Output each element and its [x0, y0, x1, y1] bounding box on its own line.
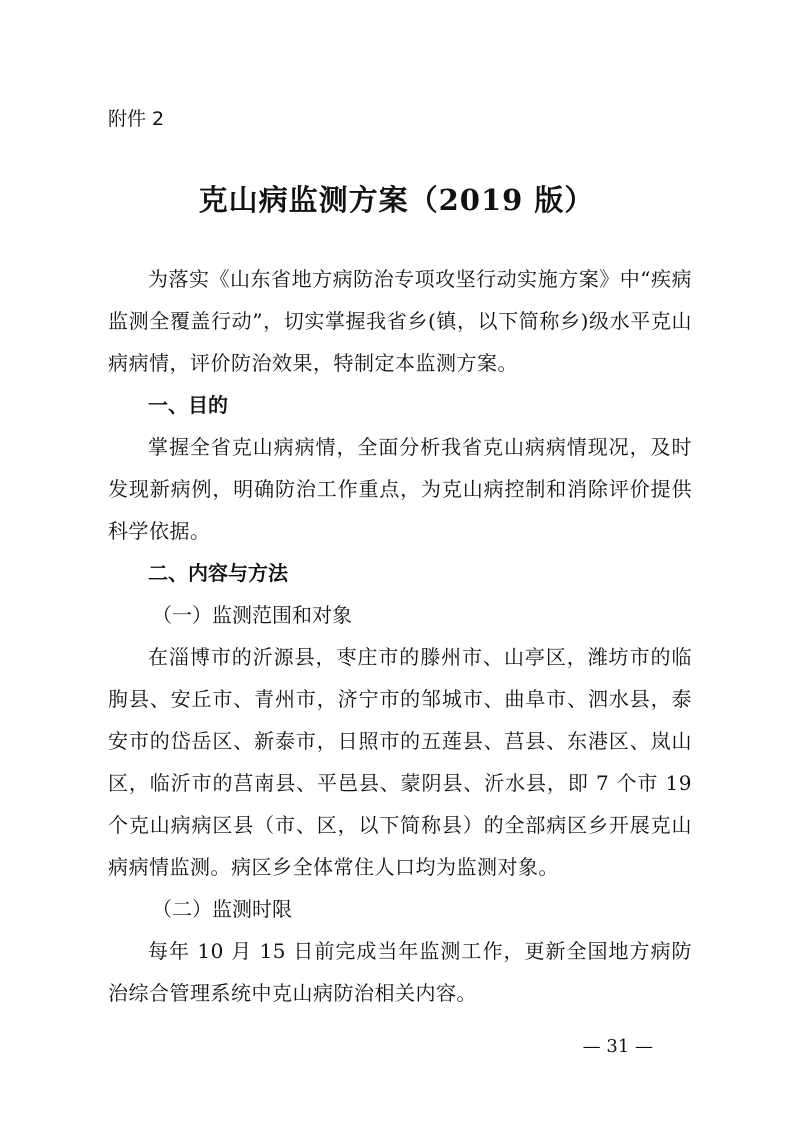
timeframe-paragraph: 每年 10 月 15 日前完成当年监测工作，更新全国地方病防治综合管理系统中克山病防治相关内容。 — [108, 939, 692, 1005]
page-number: — 31 — — [582, 1036, 653, 1057]
section-heading-purpose: 一、目的 — [148, 393, 228, 417]
document-body — [108, 258, 692, 1014]
intro-paragraph: 为落实《山东省地方病防治专项攻坚行动实施方案》中“疾病监测全覆盖行动”，切实掌握我省乡(镇，以下简称乡)级水平克山病病情，评价防治效果，特制定本监测方案。 — [108, 267, 692, 375]
attachment-label: 附件 2 — [108, 108, 165, 130]
subsection-heading-timeframe: （二）监测时限 — [152, 897, 292, 921]
section-heading-content-methods: 二、内容与方法 — [148, 561, 288, 585]
subsection-heading-scope: （一）监测范围和对象 — [152, 603, 352, 627]
document-title: 克山病监测方案（2019 版） — [198, 183, 595, 217]
scope-paragraph: 在淄博市的沂源县，枣庄市的滕州市、山亭区，潍坊市的临朐县、安丘市、青州市，济宁市的邹城市、曲阜市、泗水县，泰安市的岱岳区、新泰市，日照市的五莲县、莒县、东港区、岚山区，临沂市的莒南县、平邑县、蒙阴县、沂水县，即 7 个市 19 个克山病病区县（市、区，以下简称县）的全部病区乡开展克山病病情监测。病区乡全体常住人口均为监测对象。 — [108, 645, 692, 879]
purpose-paragraph: 掌握全省克山病病情，全面分析我省克山病病情现况，及时发现新病例，明确防治工作重点，为克山病控制和消除评价提供科学依据。 — [108, 435, 692, 543]
